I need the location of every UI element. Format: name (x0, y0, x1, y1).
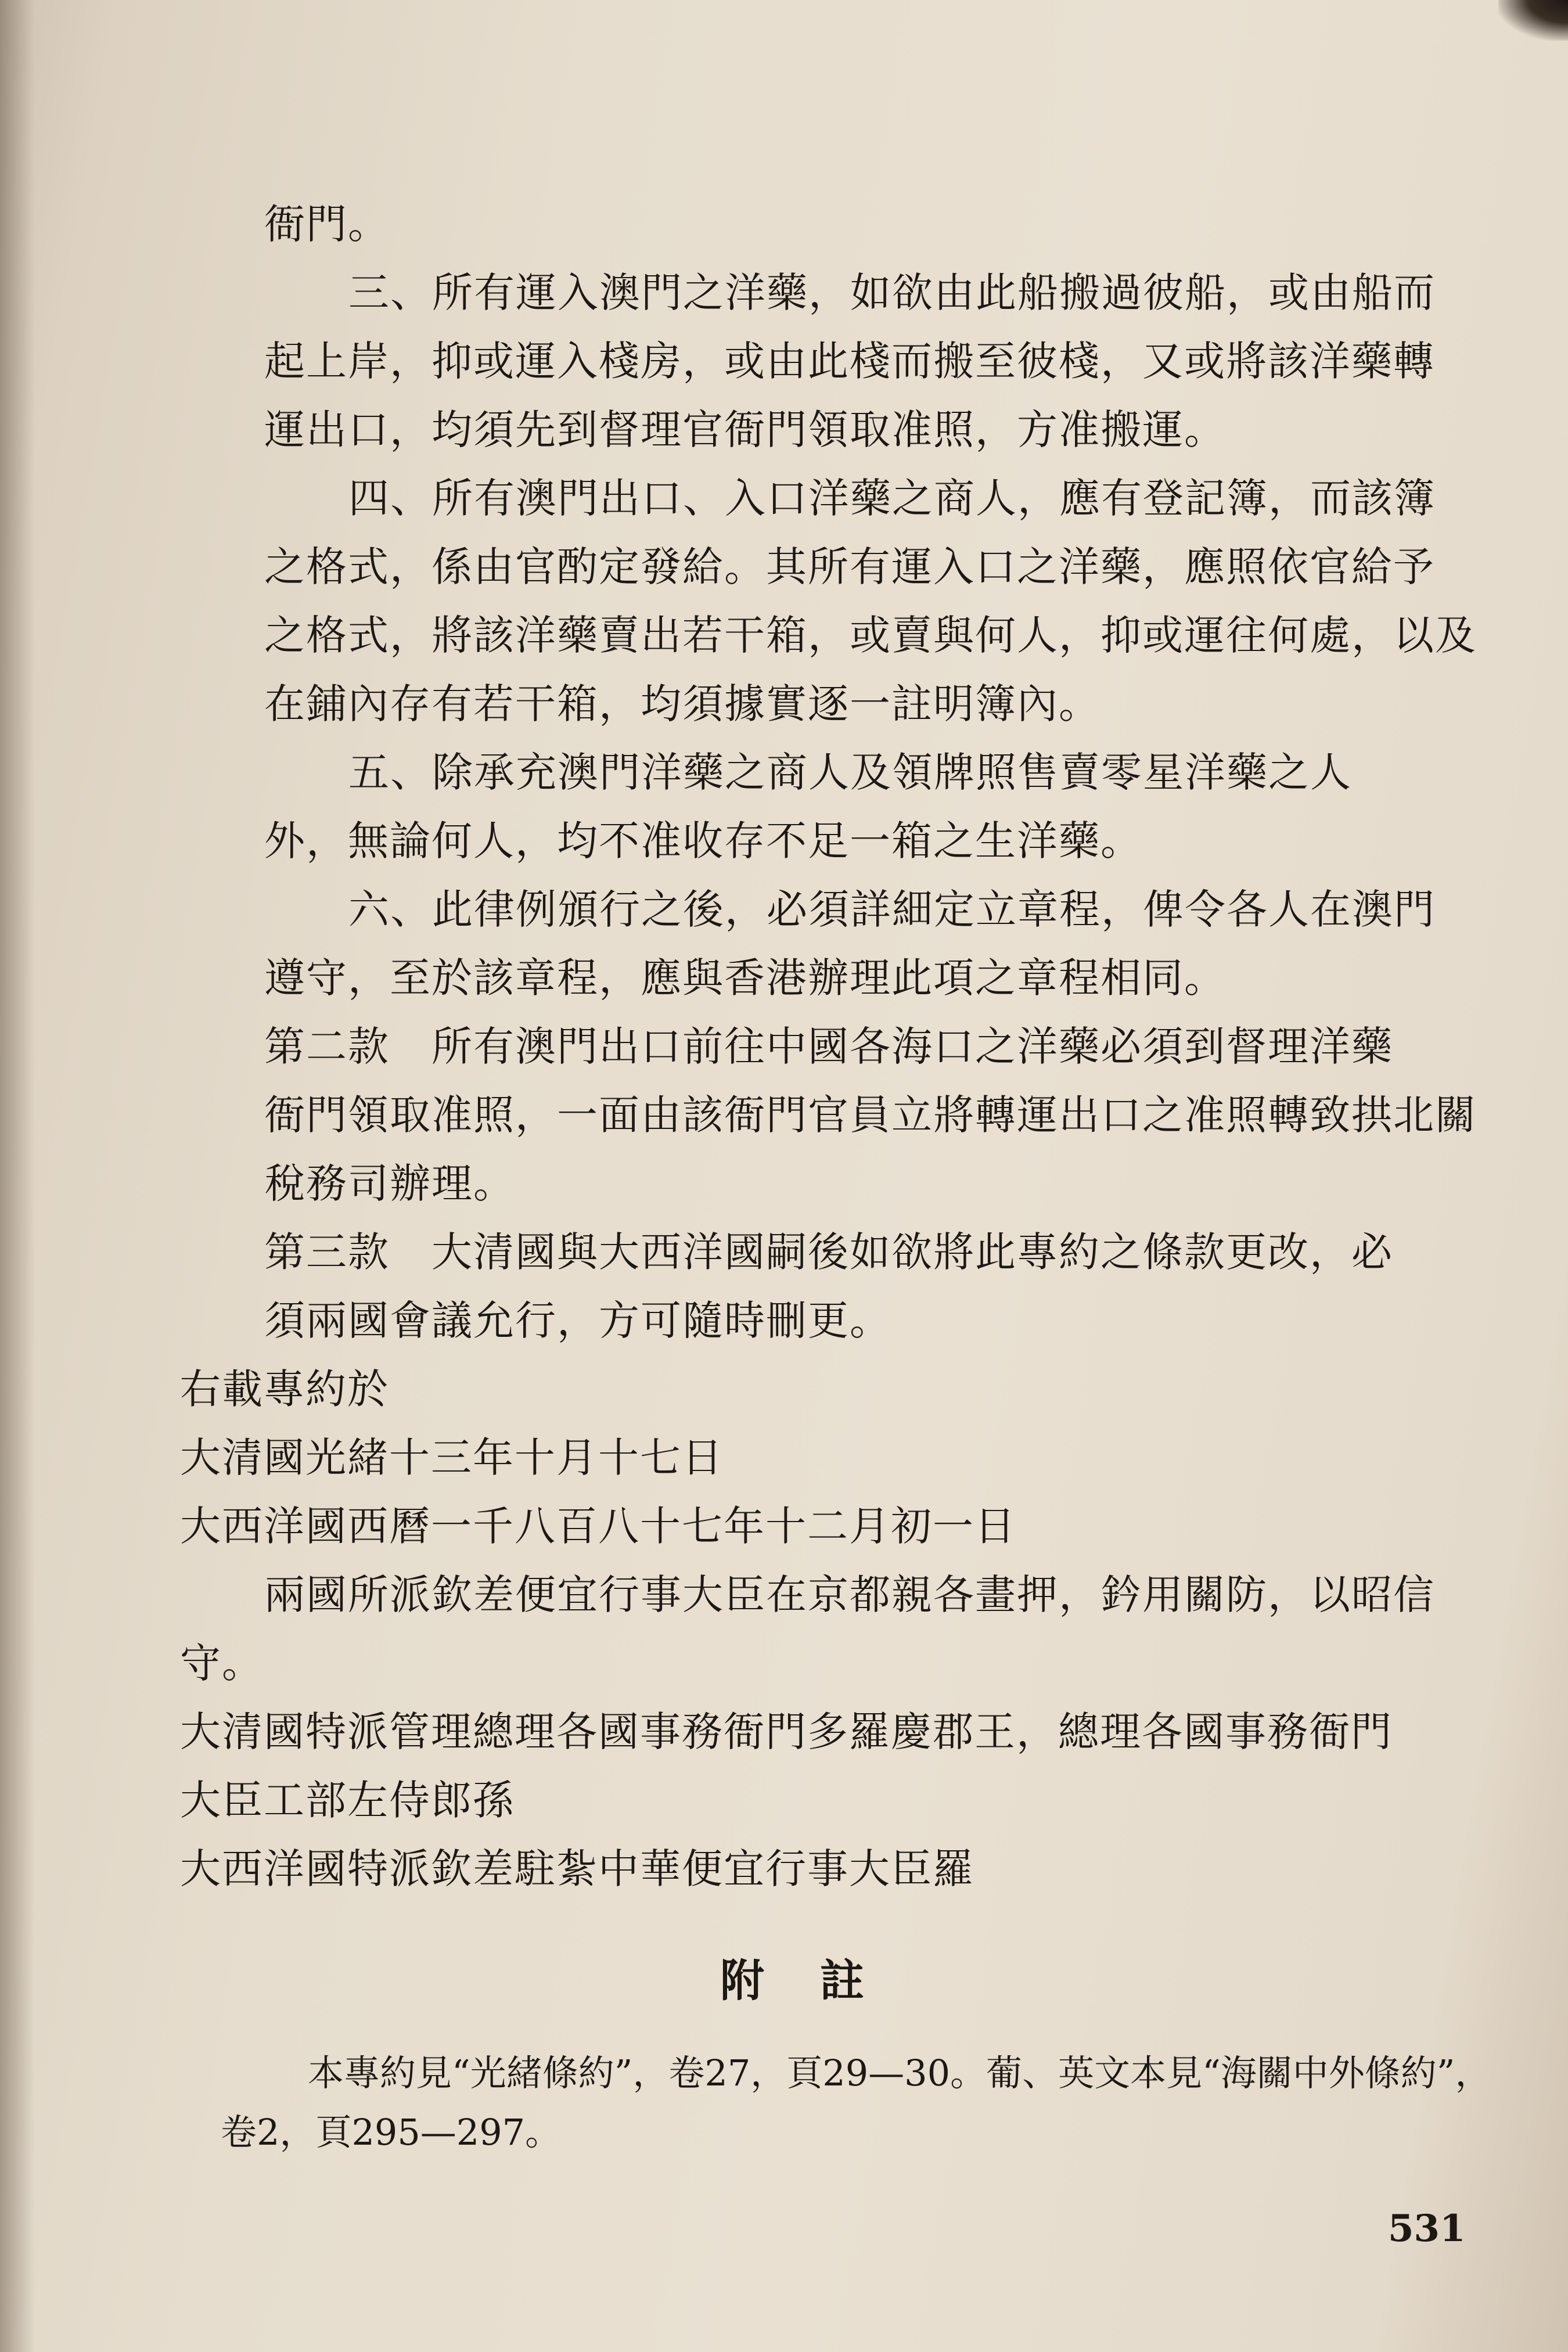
section-heading: 附註 (720, 1955, 920, 2006)
text-line: 稅務司辦理。 (264, 1160, 515, 1207)
text-line: 運出口，均須先到督理官衙門領取准照，方准搬運。 (264, 406, 1226, 454)
text-line: 兩國所派欽差便宜行事大臣在京都親各畫押，鈐用關防，以昭信 (264, 1571, 1435, 1619)
corner-shadow (1498, 0, 1568, 41)
text-line: 起上岸，抑或運入棧房，或由此棧而搬至彼棧，又或將該洋藥轉 (264, 337, 1435, 385)
text-line: 外，無論何人，均不准收存不足一箱之生洋藥。 (264, 817, 1142, 865)
footnote-line: 卷2，頁295—297。 (221, 2111, 562, 2153)
text-line: 六、此律例頒行之後，必須詳細定立章程，俾令各人在澳門 (348, 886, 1436, 933)
binding-shadow (0, 0, 35, 2352)
footnote-line: 本專約見“光緒條約”，卷27，頁29—30。葡、英文本見“海關中外條約”， (308, 2052, 1491, 2094)
text-line: 大清國特派管理總理各國事務衙門多羅慶郡王，總理各國事務衙門 (180, 1708, 1393, 1756)
text-line: 之格式，係由官酌定發給。其所有運入口之洋藥，應照依官給予 (264, 543, 1435, 591)
text-line: 四、所有澳門出口、入口洋藥之商人，應有登記簿，而該簿 (348, 474, 1436, 522)
text-line: 守。 (180, 1639, 264, 1687)
text-line: 大清國光緒十三年十月十七日 (180, 1434, 724, 1481)
text-line: 右載專約於 (180, 1365, 389, 1413)
text-line: 在鋪內存有若干箱，均須據實逐一註明簿內。 (264, 680, 1101, 728)
text-line: 三、所有運入澳門之洋藥，如欲由此船搬過彼船，或由船而 (348, 269, 1436, 317)
page-number: 531 (1388, 2207, 1466, 2250)
text-line: 大臣工部左侍郎孫 (180, 1776, 515, 1824)
text-line: 大西洋國特派欽差駐紮中華便宜行事大臣羅 (180, 1845, 974, 1893)
text-line: 衙門領取准照，一面由該衙門官員立將轉運出口之准照轉致拱北關 (264, 1091, 1477, 1139)
text-line: 第二款 所有澳門出口前往中國各海口之洋藥必須到督理洋藥 (264, 1023, 1393, 1070)
text-line: 遵守，至於該章程，應與香港辦理此項之章程相同。 (264, 954, 1226, 1002)
text-line: 大西洋國西曆一千八百八十七年十二月初一日 (180, 1502, 1016, 1550)
text-line: 五、除承充澳門洋藥之商人及領牌照售賣零星洋藥之人 (348, 749, 1352, 796)
text-line: 衙門。 (264, 200, 390, 248)
text-line: 第三款 大清國與大西洋國嗣後如欲將此專約之條款更改，必 (264, 1228, 1393, 1276)
text-line: 須兩國會議允行，方可隨時刪更。 (264, 1297, 891, 1344)
text-line: 之格式，將該洋藥賣出若干箱，或賣與何人，抑或運往何處，以及 (264, 612, 1477, 659)
